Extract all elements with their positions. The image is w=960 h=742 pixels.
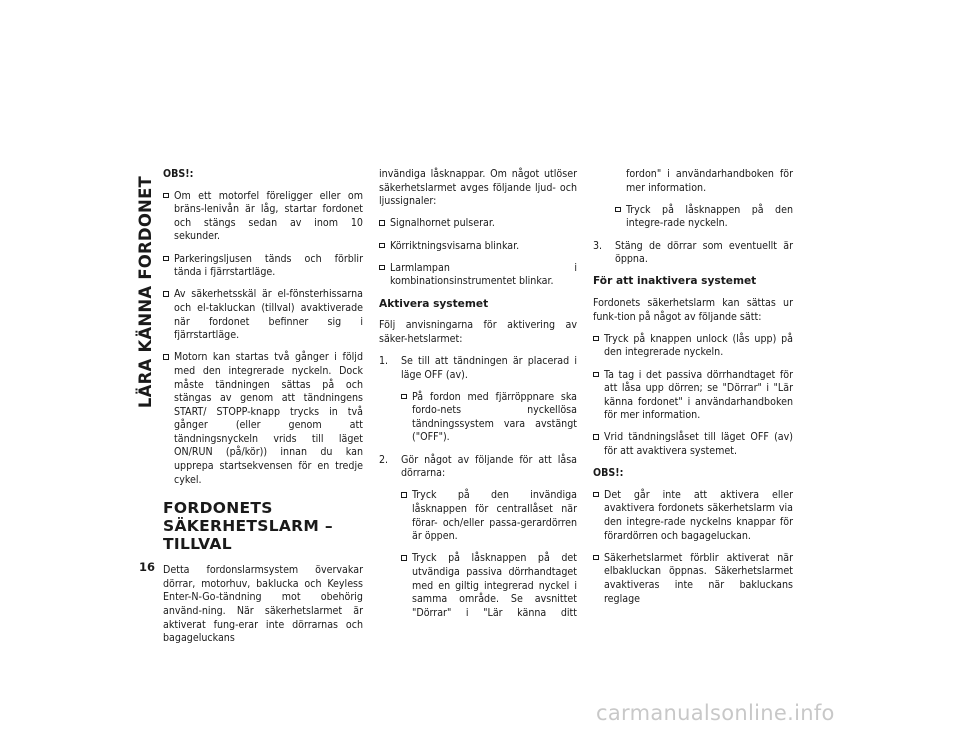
section-title: FORDONETS SÄKERHETSLARM – TILLVAL — [163, 499, 333, 554]
checkbox-bullet-icon — [163, 193, 169, 199]
subheading-activate: Aktivera systemet — [379, 297, 489, 310]
note-label: OBS!: — [593, 467, 624, 480]
continued-text: invändiga låsknappar. Om något utlöser säkerhetslarmet avges följande ljud- och ljussignaler: — [379, 168, 577, 208]
list-item: Tryck på låsknappen på den integre-rade nyckeln. — [615, 204, 793, 231]
page-number: 16 — [139, 560, 156, 574]
checkbox-bullet-icon — [379, 220, 385, 226]
list-item: Larmlampan i kombinationsinstrumentet blinkar. — [379, 262, 577, 289]
continued-list-item: fordon" i användarhandboken för mer information. — [626, 168, 793, 194]
note-label: OBS!: — [163, 168, 194, 180]
section-intro: Detta fordonslarmsystem övervakar dörrar, motorhuv, baklucka och Keyless Enter-N-Go-tändning mot obehörig använd-ning. När säkerhetslarmet är aktiverat fung-erar inte dörrarnas och bagageluckans — [163, 564, 363, 645]
checkbox-bullet-icon — [401, 555, 407, 561]
watermark: carmanualsonline.info — [596, 701, 835, 725]
deactivate-intro: Fordonets säkerhetslarm kan sättas ur funk-tion på något av följande sätt: — [593, 296, 793, 323]
checkbox-bullet-icon — [401, 492, 407, 498]
checkbox-bullet-icon — [593, 555, 599, 561]
list-item: Tryck på den invändiga låsknappen för centrallåset när förar- och/eller passa-gerardörren är öppen. — [401, 489, 577, 543]
list-item: Vrid tändningslåset till läget OFF (av) för att avaktivera systemet. — [593, 431, 793, 458]
list-item: Ta tag i det passiva dörrhandtaget för att låsa upp dörren; se "Dörrar" i "Lär känna fordonet" i användarhandboken för mer information. — [593, 369, 793, 423]
checkbox-bullet-icon — [593, 434, 599, 440]
list-item: Körriktningsvisarna blinkar. — [379, 240, 577, 254]
step-1: 1. Se till att tändningen är placerad i läge OFF (av). — [379, 354, 577, 381]
list-item: Säkerhetslarmet förblir aktiverat när elbakluckan öppnas. Säkerhetslarmet avaktiveras inte när bakluckans reglage — [593, 552, 793, 606]
checkbox-bullet-icon — [163, 354, 169, 360]
list-item: Om ett motorfel föreligger eller om bräns-lenivån är låg, startar fordonet och stängs sedan av inom 10 sekunder. — [163, 190, 363, 244]
step-2: 2. Gör något av följande för att låsa dörrarna: — [379, 453, 577, 480]
column-2 — [379, 168, 577, 629]
column-3 — [593, 168, 793, 615]
list-item: Parkeringsljusen tänds och förblir tända i fjärrstartläge. — [163, 253, 363, 280]
list-item: Motorn kan startas två gånger i följd med den integrerade nyckeln. Dock måste tändningen sättas på och stängas av genom att tändningens START/ STOPP-knapp trycks in två gånger (eller genom att tändningsnyckeln vrids till läget ON/RUN (på/kör)) innan du kan upprepa startsekvensen för en tredje cykel. — [163, 351, 363, 487]
list-item: Signalhornet pulserar. — [379, 217, 577, 231]
checkbox-bullet-icon — [593, 492, 599, 498]
list-item: Av säkerhetsskäl är el-fönsterhissarna och el-takluckan (tillval) avaktiverade när fordonet befinner sig i fjärrstartläge. — [163, 288, 363, 342]
checkbox-bullet-icon — [593, 336, 599, 342]
list-item: Tryck på låsknappen på det utvändiga passiva dörrhandtaget med en giltig integrerad nyckel i samma område. Se avsnittet "Dörrar" i "Lär känna ditt — [401, 552, 577, 620]
checkbox-bullet-icon — [163, 291, 169, 297]
checkbox-bullet-icon — [379, 265, 385, 271]
list-item: Det går inte att aktivera eller avaktivera fordonets säkerhetslarm via den integre-rade nyckelns knappar för förardörren och bagageluckan. — [593, 489, 793, 543]
activate-intro: Följ anvisningarna för aktivering av säker-hetslarmet: — [379, 319, 577, 345]
subheading-deactivate: För att inaktivera systemet — [593, 275, 757, 288]
checkbox-bullet-icon — [593, 372, 599, 378]
checkbox-bullet-icon — [401, 394, 407, 400]
chapter-side-tab: LÄRA KÄNNA FORDONET — [136, 176, 155, 409]
checkbox-bullet-icon — [163, 256, 169, 262]
list-item: På fordon med fjärröppnare ska fordo-nets nyckellösa tändningssystem vara avstängt ("OFF"). — [401, 391, 577, 445]
checkbox-bullet-icon — [379, 243, 385, 249]
list-item: Tryck på knappen unlock (lås upp) på den integrerade nyckeln. — [593, 333, 793, 360]
checkbox-bullet-icon — [615, 207, 621, 213]
step-3: 3. Stäng de dörrar som eventuellt är öppna. — [593, 239, 793, 266]
column-1 — [163, 168, 363, 654]
